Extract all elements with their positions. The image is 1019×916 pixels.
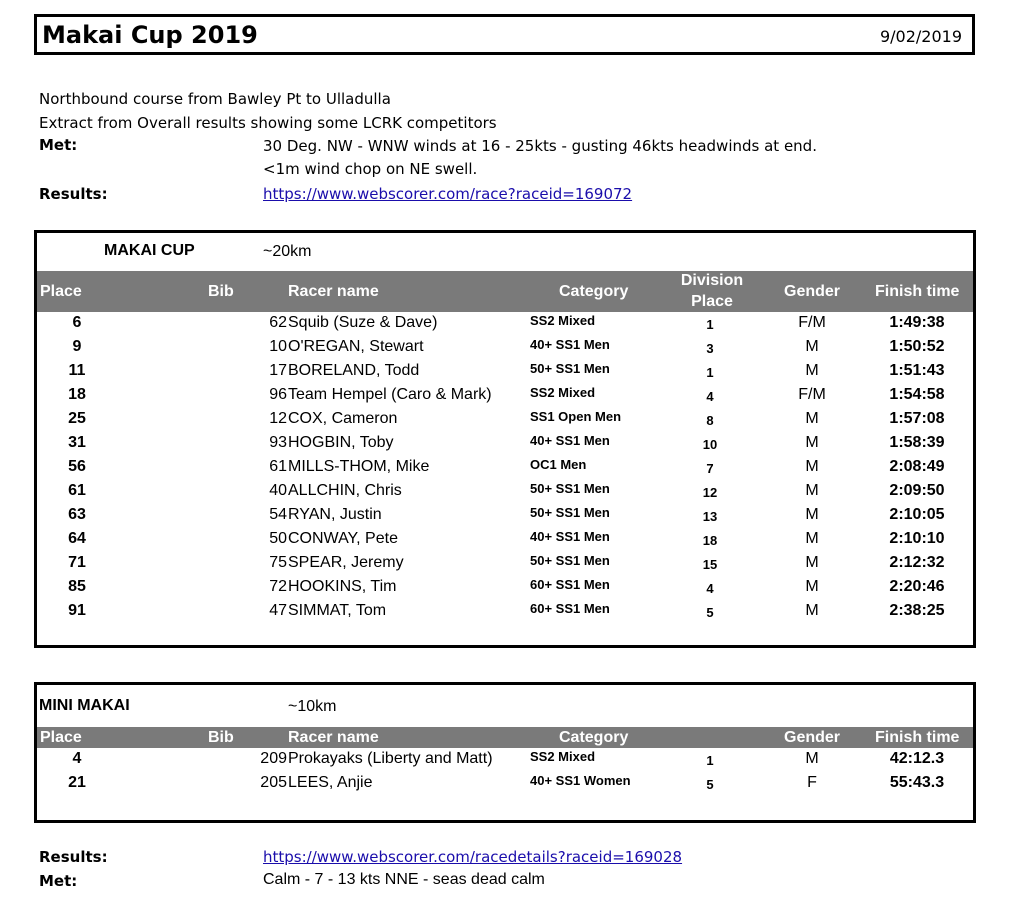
cell-racer-name: MILLS-THOM, Mike <box>288 458 430 475</box>
cell-gender: M <box>805 602 819 619</box>
mini-table-body <box>37 750 973 800</box>
cell-finish-time: 55:43.3 <box>889 774 945 791</box>
col-racer-name: Racer name <box>288 729 379 746</box>
cell-place: 56 <box>68 458 86 475</box>
mini-table-header <box>37 727 973 748</box>
makai-cup-heading: MAKAI CUP <box>104 242 195 259</box>
cell-place: 9 <box>72 338 82 355</box>
cell-bib: 75 <box>269 554 287 571</box>
cell-finish-time: 2:20:46 <box>889 578 945 595</box>
cell-category: 50+ SS1 Men <box>530 361 610 376</box>
met-label: Met: <box>39 136 78 154</box>
cell-division-place: 12 <box>702 485 718 500</box>
cell-category: SS2 Mixed <box>530 749 596 764</box>
footer-met-label: Met: <box>39 872 78 890</box>
cell-bib: 72 <box>269 578 287 595</box>
cell-gender: M <box>805 338 819 355</box>
cell-division-place: 7 <box>706 461 714 476</box>
cell-division-place: 8 <box>706 413 714 428</box>
cell-gender: M <box>805 578 819 595</box>
col-division: Division <box>680 272 744 289</box>
cell-finish-time: 2:12:32 <box>889 554 945 571</box>
col-gender: Gender <box>784 729 841 746</box>
cell-division-place: 5 <box>706 777 714 792</box>
cell-place: 6 <box>72 314 82 331</box>
makai-cup-distance: ~20km <box>263 243 312 260</box>
met-text-2: <1m wind chop on NE swell. <box>263 160 478 178</box>
cell-place: 71 <box>68 554 86 571</box>
col-place: Place <box>40 283 82 300</box>
cell-place: 61 <box>68 482 86 499</box>
cell-category: 50+ SS1 Men <box>530 481 610 496</box>
table-row <box>37 578 973 602</box>
col-finish-time: Finish time <box>875 729 960 746</box>
cell-place: 31 <box>68 434 86 451</box>
cell-division-place: 13 <box>702 509 718 524</box>
makai-table-header <box>37 271 973 312</box>
cell-bib: 50 <box>269 530 287 547</box>
mini-makai-distance: ~10km <box>288 698 337 715</box>
cell-finish-time: 2:08:49 <box>889 458 945 475</box>
col-bib: Bib <box>208 283 234 300</box>
cell-racer-name: RYAN, Justin <box>288 506 382 523</box>
cell-gender: F/M <box>798 314 826 331</box>
table-row <box>37 410 973 434</box>
cell-finish-time: 2:10:10 <box>889 530 945 547</box>
cell-racer-name: BORELAND, Todd <box>288 362 420 379</box>
cell-gender: M <box>805 506 819 523</box>
cell-category: SS2 Mixed <box>530 313 596 328</box>
cell-finish-time: 42:12.3 <box>889 750 945 767</box>
extract-note: Extract from Overall results showing some LCRK competitors <box>39 114 497 132</box>
cell-division-place: 1 <box>706 365 714 380</box>
cell-place: 63 <box>68 506 86 523</box>
cell-category: 60+ SS1 Men <box>530 577 610 592</box>
cell-category: OC1 Men <box>530 457 587 472</box>
cell-category: 40+ SS1 Men <box>530 433 610 448</box>
makai-table-body <box>37 314 973 634</box>
cell-bib: 40 <box>269 482 287 499</box>
cell-place: 85 <box>68 578 86 595</box>
course-description: Northbound course from Bawley Pt to Ulladulla <box>39 90 391 108</box>
table-row <box>37 458 973 482</box>
table-row <box>37 530 973 554</box>
makai-cup-panel <box>34 230 976 648</box>
cell-bib: 62 <box>269 314 287 331</box>
table-row <box>37 602 973 626</box>
cell-finish-time: 1:54:58 <box>889 386 945 403</box>
title-box <box>34 14 975 55</box>
cell-bib: 205 <box>260 774 287 791</box>
cell-category: 60+ SS1 Men <box>530 601 610 616</box>
cell-bib: 17 <box>269 362 287 379</box>
col-place: Place <box>40 729 82 746</box>
cell-gender: F/M <box>798 386 826 403</box>
cell-category: 40+ SS1 Women <box>530 773 631 788</box>
table-row <box>37 386 973 410</box>
cell-finish-time: 2:38:25 <box>889 602 945 619</box>
cell-category: SS2 Mixed <box>530 385 596 400</box>
cell-racer-name: COX, Cameron <box>288 410 398 427</box>
cell-gender: M <box>805 458 819 475</box>
cell-finish-time: 1:57:08 <box>889 410 945 427</box>
table-row <box>37 506 973 530</box>
table-row <box>37 774 973 798</box>
table-row <box>37 554 973 578</box>
cell-gender: M <box>805 750 819 767</box>
results-label: Results: <box>39 185 108 203</box>
cell-place: 64 <box>68 530 86 547</box>
cell-racer-name: SIMMAT, Tom <box>288 602 387 619</box>
col-bib: Bib <box>208 729 234 746</box>
cell-gender: M <box>805 554 819 571</box>
cell-division-place: 4 <box>706 581 714 596</box>
cell-racer-name: Prokayaks (Liberty and Matt) <box>288 750 493 767</box>
col-finish-time: Finish time <box>875 283 960 300</box>
footer-results-link[interactable]: https://www.webscorer.com/racedetails?raceid=169028 <box>263 848 683 866</box>
cell-racer-name: HOOKINS, Tim <box>288 578 397 595</box>
table-row <box>37 362 973 386</box>
footer-results-label: Results: <box>39 848 108 866</box>
col-category: Category <box>559 283 629 300</box>
cell-place: 18 <box>68 386 86 403</box>
results-link[interactable]: https://www.webscorer.com/race?raceid=169072 <box>263 185 633 203</box>
cell-division-place: 1 <box>706 317 714 332</box>
cell-place: 11 <box>68 362 86 379</box>
cell-bib: 47 <box>269 602 287 619</box>
cell-gender: M <box>805 362 819 379</box>
mini-makai-heading: MINI MAKAI <box>39 697 130 714</box>
cell-racer-name: SPEAR, Jeremy <box>288 554 404 571</box>
cell-gender: F <box>807 774 817 791</box>
cell-bib: 93 <box>269 434 287 451</box>
cell-category: SS1 Open Men <box>530 409 622 424</box>
race-date: 9/02/2019 <box>879 27 962 46</box>
cell-finish-time: 2:10:05 <box>889 506 945 523</box>
cell-bib: 10 <box>269 338 287 355</box>
cell-racer-name: Team Hempel (Caro & Mark) <box>288 386 492 403</box>
cell-finish-time: 2:09:50 <box>889 482 945 499</box>
cell-place: 21 <box>68 774 86 791</box>
cell-finish-time: 1:50:52 <box>889 338 945 355</box>
cell-place: 4 <box>72 750 82 767</box>
cell-racer-name: ALLCHIN, Chris <box>288 482 402 499</box>
cell-division-place: 4 <box>706 389 714 404</box>
cell-racer-name: HOGBIN, Toby <box>288 434 394 451</box>
cell-division-place: 5 <box>706 605 714 620</box>
cell-category: 50+ SS1 Men <box>530 505 610 520</box>
met-text-1: 30 Deg. NW - WNW winds at 16 - 25kts - gusting 46kts headwinds at end. <box>263 137 817 155</box>
cell-gender: M <box>805 530 819 547</box>
cell-category: 40+ SS1 Men <box>530 529 610 544</box>
table-row <box>37 482 973 506</box>
cell-bib: 12 <box>269 410 287 427</box>
col-racer-name: Racer name <box>288 283 379 300</box>
cell-bib: 96 <box>269 386 287 403</box>
cell-division-place: 18 <box>702 533 718 548</box>
cell-division-place: 15 <box>702 557 718 572</box>
cell-category: 50+ SS1 Men <box>530 553 610 568</box>
cell-racer-name: LEES, Anjie <box>288 774 373 791</box>
footer-met-text: Calm - 7 - 13 kts NNE - seas dead calm <box>263 871 545 888</box>
table-row <box>37 338 973 362</box>
cell-category: 40+ SS1 Men <box>530 337 610 352</box>
cell-racer-name: O'REGAN, Stewart <box>288 338 424 355</box>
cell-bib: 61 <box>269 458 287 475</box>
cell-gender: M <box>805 434 819 451</box>
table-row <box>37 434 973 458</box>
cell-finish-time: 1:49:38 <box>889 314 945 331</box>
table-row <box>37 314 973 338</box>
cell-division-place: 3 <box>706 341 714 356</box>
page-title: Makai Cup 2019 <box>42 21 258 49</box>
col-division-place: Place <box>691 293 733 310</box>
cell-place: 91 <box>68 602 86 619</box>
cell-finish-time: 1:51:43 <box>889 362 945 379</box>
cell-bib: 54 <box>269 506 287 523</box>
cell-racer-name: Squib (Suze & Dave) <box>288 314 438 331</box>
cell-gender: M <box>805 410 819 427</box>
col-gender: Gender <box>784 283 841 300</box>
cell-racer-name: CONWAY, Pete <box>288 530 398 547</box>
table-row <box>37 750 973 774</box>
cell-division-place: 10 <box>702 437 718 452</box>
cell-place: 25 <box>68 410 86 427</box>
col-category: Category <box>559 729 629 746</box>
mini-makai-panel <box>34 682 976 823</box>
cell-bib: 209 <box>260 750 287 767</box>
cell-gender: M <box>805 482 819 499</box>
cell-division-place: 1 <box>706 753 714 768</box>
cell-finish-time: 1:58:39 <box>889 434 945 451</box>
